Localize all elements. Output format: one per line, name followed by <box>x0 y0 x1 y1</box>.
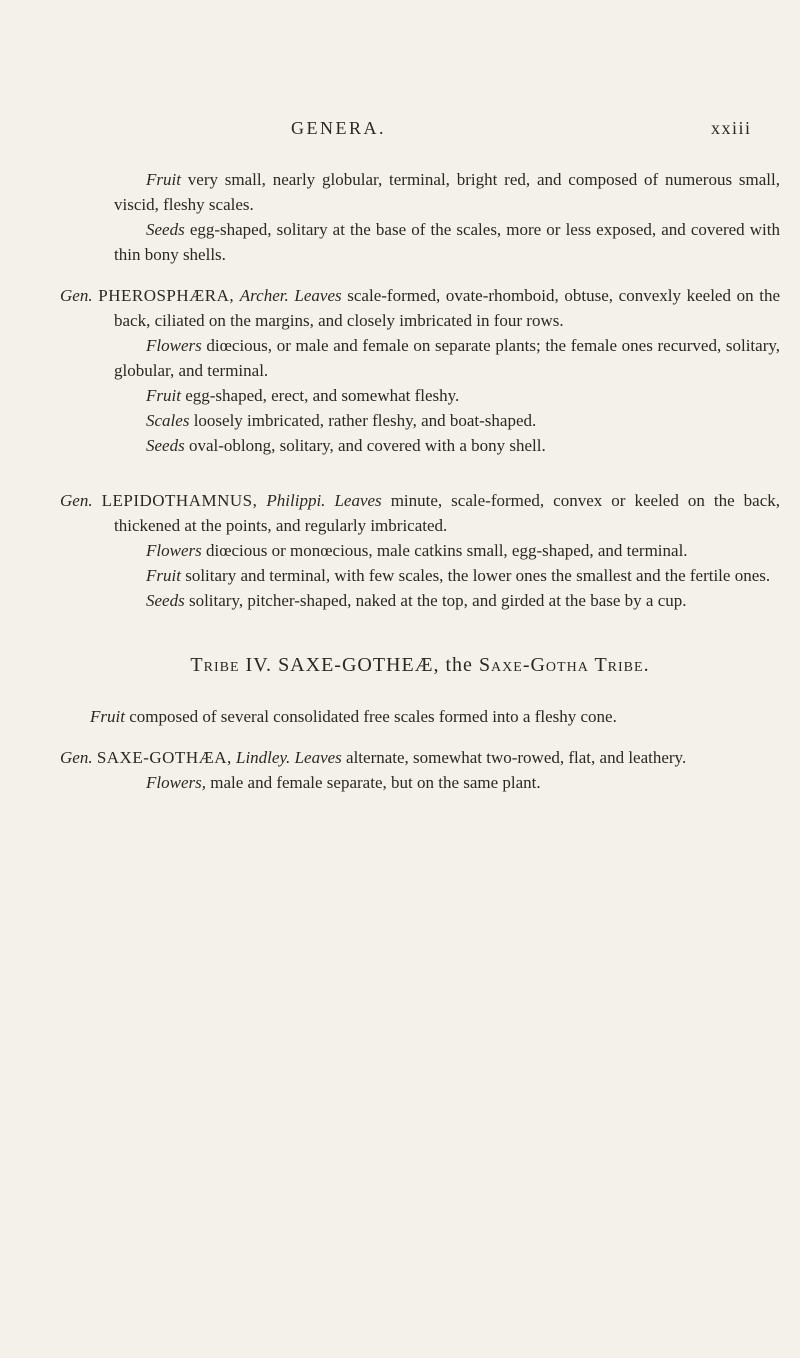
running-head: GENERA. <box>291 118 386 138</box>
paragraph-fruit: Fruit egg-shaped, erect, and somewhat fleshy. <box>146 386 460 405</box>
paragraph-seeds: Seeds solitary, pitcher-shaped, naked at the top, and girded at the base by a cup. <box>146 591 687 610</box>
paragraph-flowers: Flowers diœcious, or male and female on separate plants; the female ones recurved, solitary, globular, and terminal. <box>114 336 780 380</box>
genus-label: Gen. <box>60 286 93 305</box>
genus-author: Archer. <box>239 286 289 305</box>
genus-author: Lindley. <box>236 748 291 767</box>
genus-author: Philippi. <box>266 491 326 510</box>
genus-entry-lepidothamnus: Gen. LEPIDOTHAMNUS, Philippi. Leaves minute, scale-formed, convex or keeled on the back, thickened at the points, and regularly imbricated. <box>60 491 781 535</box>
paragraph-flowers: Flowers diœcious or monœcious, male catkins small, egg-shaped, and terminal. <box>146 541 688 560</box>
genus-label: Gen. <box>60 491 93 510</box>
page-number: xxiii <box>711 118 752 138</box>
page-body <box>60 167 780 795</box>
paragraph-seeds: Seeds oval-oblong, solitary, and covered with a bony shell. <box>146 436 546 455</box>
paragraph-scales: Scales loosely imbricated, rather fleshy, and boat-shaped. <box>146 411 537 430</box>
genus-name: LEPIDOTHAMNUS, <box>101 491 258 510</box>
paragraph-flowers: Flowers, male and female separate, but on the same plant. <box>146 773 541 792</box>
paragraph-seeds: Seeds egg-shaped, solitary at the base of the scales, more or less exposed, and covered with thin bony shells. <box>114 220 780 264</box>
tribe-heading: Tribe IV. SAXE-GOTHEÆ, the Saxe-Gotha Tribe. <box>190 654 650 676</box>
genus-label: Gen. <box>60 748 93 767</box>
paragraph-fruit: Fruit solitary and terminal, with few scales, the lower ones the smallest and the fertile ones. <box>146 566 771 585</box>
tribe-description: Fruit composed of several consolidated free scales formed into a fleshy cone. <box>90 707 617 726</box>
genus-entry-saxe-gothaea: Gen. SAXE-GOTHÆA, Lindley. Leaves alternate, somewhat two-rowed, flat, and leathery. <box>60 748 687 767</box>
genus-name: PHEROSPHÆRA, <box>98 286 235 305</box>
page-header <box>0 118 800 148</box>
paragraph-fruit: Fruit very small, nearly globular, terminal, bright red, and composed of numerous small, viscid, fleshy scales. <box>114 170 780 214</box>
genus-entry-pherosphaera: Gen. PHEROSPHÆRA, Archer. Leaves scale-formed, ovate-rhomboid, obtuse, convexly keeled on the back, ciliated on the margins, and closely imbricated in four rows. <box>60 286 781 330</box>
genus-name: SAXE-GOTHÆA, <box>96 748 232 767</box>
